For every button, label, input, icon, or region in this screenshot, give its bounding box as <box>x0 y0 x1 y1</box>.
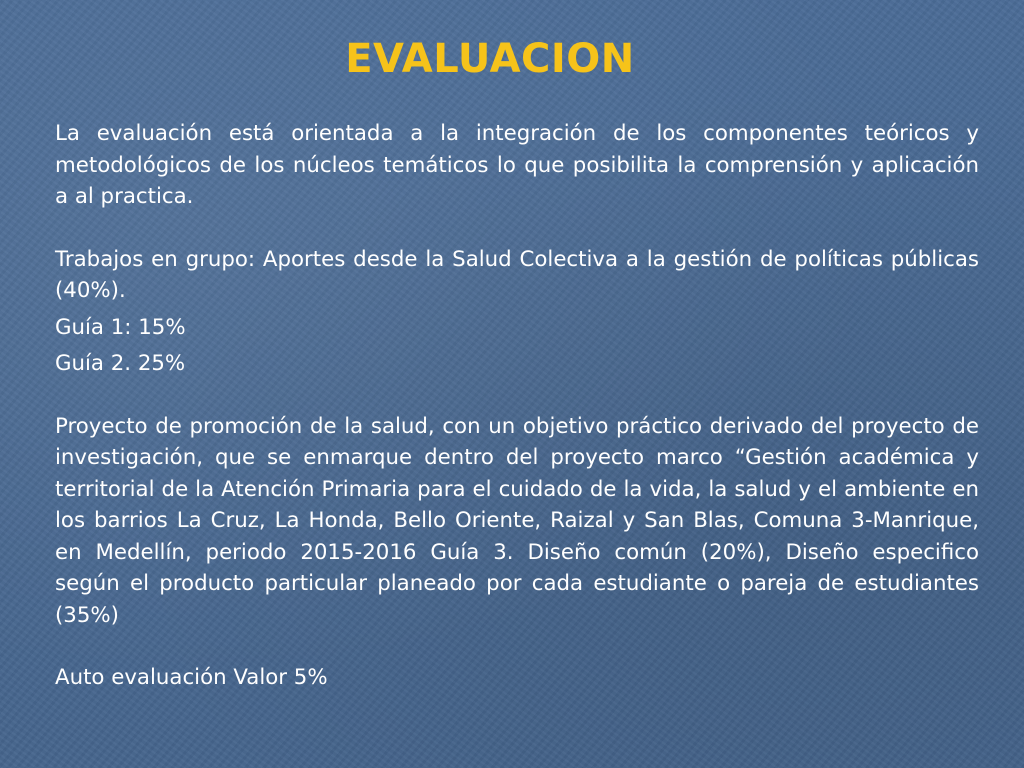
paragraph-intro: La evaluación está orientada a la integración de los componentes teóricos y metodológicos de los núcleos temáticos lo que posibilita la comprensión y aplicación a al practica. <box>55 121 979 209</box>
paragraph-self-evaluation: Auto evaluación Valor 5% <box>55 665 328 690</box>
slide-title: EVALUACION <box>345 36 635 82</box>
paragraph-guide-1: Guía 1: 15% <box>55 314 186 340</box>
paragraph-guide-2: Guía 2. 25% <box>55 351 186 376</box>
paragraph-group-work: Trabajos en grupo: Aportes desde la Salud Colectiva a la gestión de políticas públicas (40%). <box>55 246 979 303</box>
paragraph-project: Proyecto de promoción de la salud, con un objetivo práctico derivado del proyecto de investigación, que se enmarque dentro del proyecto marco “Gestión académica y territorial de la Atención Primaria para el cuidado de la vida, la salud y el ambiente en los barrios La Cruz, La Honda, Bello Oriente, Raizal y San Blas, Comuna 3-Manrique, en Medellín, periodo 2015-2016 Guía 3. Diseño común (20%), Diseño especifico según el producto particular planeado por cada estudiante o pareja de estudiantes (35%) <box>55 413 979 628</box>
slide-body <box>55 118 979 694</box>
